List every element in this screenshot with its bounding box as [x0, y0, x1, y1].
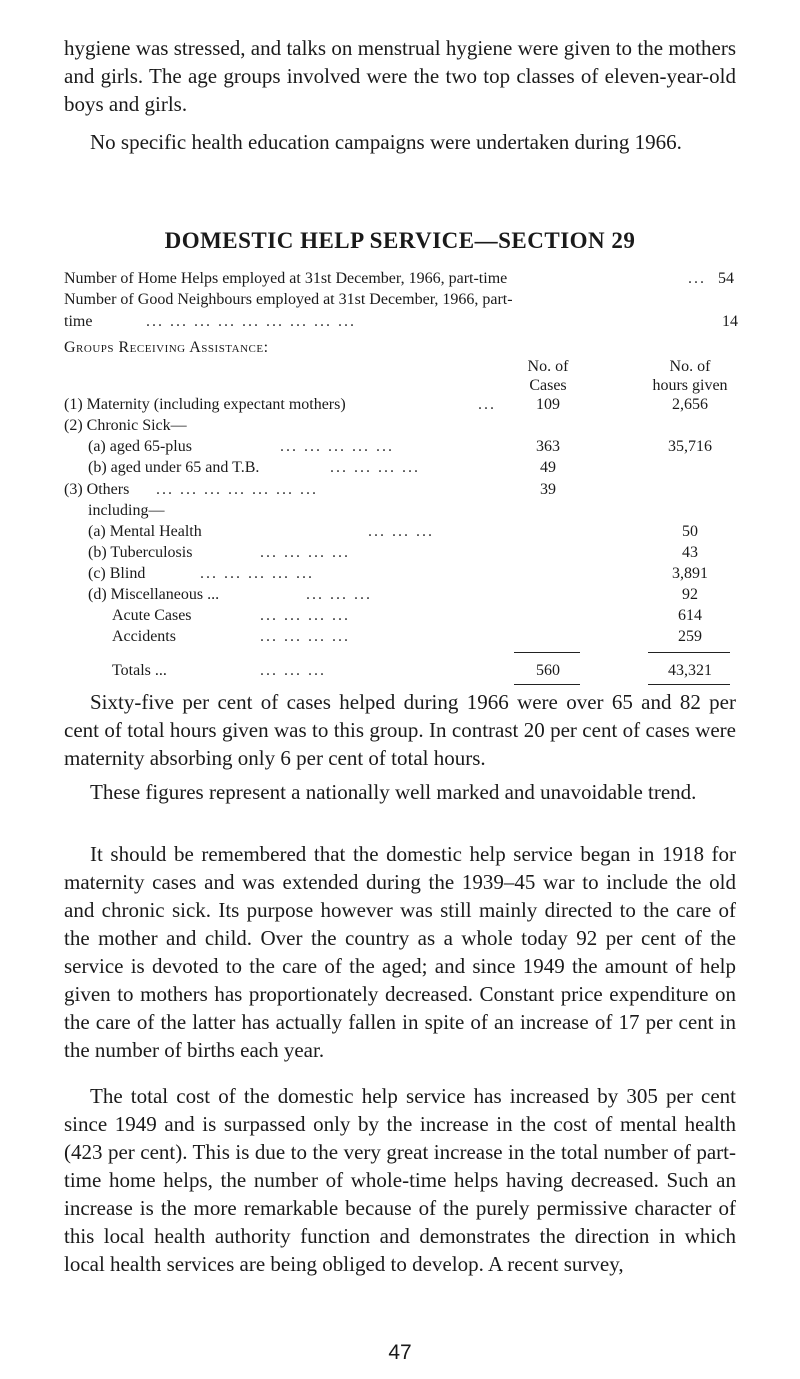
row-mental-leader: ... ... ...: [368, 523, 434, 540]
good-neighbours-value: 14: [722, 313, 738, 330]
row-aged65plus-label: (a) aged 65-plus: [88, 438, 192, 455]
row-misc-leader: ... ... ...: [306, 586, 372, 603]
row-blind-hours: 3,891: [672, 565, 708, 582]
row-accidents-hours: 259: [678, 628, 702, 645]
row-blind-label: (c) Blind: [88, 565, 146, 582]
intro-paragraph-1: hygiene was stressed, and talks on menstrual hygiene were given to the mothers and girls. The age groups involved were the two top classes of eleven-year-old boys and girls.: [64, 36, 736, 116]
page-number: 47: [388, 1341, 412, 1364]
good-neighbours-label: Number of Good Neighbours employed at 31st December, 1966, part-: [64, 291, 513, 308]
row-others-label: (3) Others: [64, 481, 130, 498]
row-maternity-cases: 109: [536, 396, 560, 413]
row-including-label: including—: [88, 502, 165, 519]
col2-header-line2: hours given: [652, 377, 728, 394]
body-paragraph-1: Sixty-five per cent of cases helped during 1966 were over 65 and 82 per cent of total hours given was to this group. In contrast 20 per cent of cases were maternity absorbing only 6 per cent of total hours.: [64, 690, 736, 770]
row-others-leader: ... ... ... ... ... ... ...: [156, 481, 318, 498]
row-aged65plus-cases: 363: [536, 438, 560, 455]
row-mental-hours: 50: [682, 523, 698, 540]
col1-header-line2: Cases: [529, 377, 567, 394]
row-mental-label: (a) Mental Health: [88, 523, 202, 540]
row-aged65plus-leader: ... ... ... ... ...: [280, 438, 394, 455]
row-misc-label: (d) Miscellaneous ...: [88, 586, 220, 603]
totals-rule-hours-top: [648, 652, 730, 653]
row-misc-hours: 92: [682, 586, 698, 603]
row-maternity-hours: 2,656: [672, 396, 708, 413]
row-blind-leader: ... ... ... ... ...: [200, 565, 314, 582]
good-neighbours-label-cont: time: [64, 313, 93, 330]
totals-hours: 43,321: [668, 662, 712, 679]
row-accidents-label: Accidents: [112, 628, 176, 645]
body-paragraph-4: The total cost of the domestic help service has increased by 305 per cent since 1949 and is surpassed only by the increase in the cost of mental health (423 per cent). This is due to the very great increase in the total number of part-time home helps, the number of whole-time helps having decreased. Such an increase is the more remarkable because of the purely permissive character of this local health authority function and demonstrates the direction in which local health services are being obliged to develop. A recent survey,: [64, 1084, 736, 1276]
totals-cases: 560: [536, 662, 560, 679]
body-paragraph-2: These figures represent a nationally well marked and unavoidable trend.: [90, 780, 697, 804]
col2-header-line1: No. of: [669, 358, 711, 375]
row-under65-label: (b) aged under 65 and T.B.: [88, 459, 260, 476]
row-aged65plus-hours: 35,716: [668, 438, 712, 455]
row-tb-label: (b) Tuberculosis: [88, 544, 193, 561]
totals-rule-hours-bottom: [648, 684, 730, 685]
col1-header-line1: No. of: [527, 358, 569, 375]
good-neighbours-leader: ... ... ... ... ... ... ... ... ...: [146, 313, 356, 330]
home-helps-value: 54: [718, 270, 734, 287]
home-helps-leader: ...: [688, 270, 706, 287]
intro-paragraph-2: No specific health education campaigns were undertaken during 1966.: [90, 130, 682, 154]
row-tb-leader: ... ... ... ...: [260, 544, 350, 561]
table-title: Groups Receiving Assistance:: [64, 339, 269, 356]
totals-rule-cases-bottom: [514, 684, 580, 685]
row-maternity-leader: ...: [478, 396, 496, 413]
section-heading: DOMESTIC HELP SERVICE—SECTION 29: [164, 228, 636, 253]
row-under65-cases: 49: [540, 459, 556, 476]
totals-rule-cases-top: [514, 652, 580, 653]
row-accidents-leader: ... ... ... ...: [260, 628, 350, 645]
row-acute-hours: 614: [678, 607, 702, 624]
row-others-cases: 39: [540, 481, 556, 498]
row-acute-label: Acute Cases: [112, 607, 192, 624]
home-helps-label: Number of Home Helps employed at 31st December, 1966, part-time: [64, 270, 508, 287]
body-paragraph-3: It should be remembered that the domestic help service began in 1918 for maternity cases and was extended during the 1939–45 war to include the old and chronic sick. Its purpose however was still mainly directed to the care of the mother and child. Over the country as a whole today 92 per cent of the service is devoted to the care of the aged; and since 1949 the amount of help given to mothers has proportionately decreased. Constant price expenditure on the care of the latter has actually fallen in spite of an increase of 17 per cent in the number of births each year.: [64, 842, 736, 1062]
row-under65-leader: ... ... ... ...: [330, 459, 420, 476]
row-maternity-label: (1) Maternity (including expectant mothers): [64, 396, 346, 413]
row-acute-leader: ... ... ... ...: [260, 607, 350, 624]
totals-leader: ... ... ...: [260, 662, 326, 679]
row-tb-hours: 43: [682, 544, 698, 561]
totals-label: Totals ...: [112, 662, 167, 679]
row-chronic-label: (2) Chronic Sick—: [64, 417, 187, 434]
